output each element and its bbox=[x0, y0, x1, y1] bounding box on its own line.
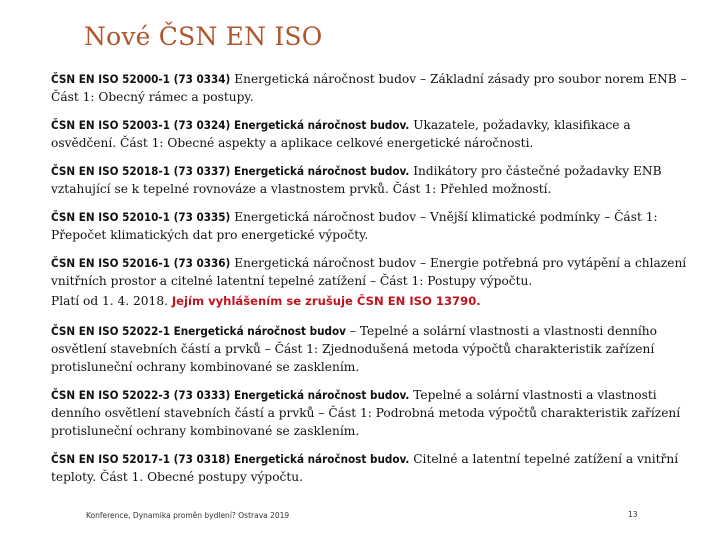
standard-description: Energetická náročnost budov – Základní zásady pro soubor norem ENB – Část 1: Obecný rámec a postupy. bbox=[51, 72, 687, 104]
standard-code: ČSN EN ISO 52017-1 (73 0318) Energetická náročnost budov. bbox=[51, 452, 410, 467]
standard-code: ČSN EN ISO 52010-1 (73 0335) bbox=[51, 210, 231, 224]
standard-entry bbox=[51, 116, 691, 152]
standard-entry bbox=[51, 208, 691, 244]
slide-title: Nové ČSN EN ISO bbox=[84, 22, 323, 51]
repeal-notice: Jejím vyhlášením se zrušuje ČSN EN ISO 13790. bbox=[171, 294, 481, 308]
standard-description: Indikátory pro částečné požadavky ENB vztahující se k tepelné rovnováze a vlastnostem prvků. Část 1: Přehled možností. bbox=[51, 164, 662, 196]
standard-entry bbox=[51, 386, 691, 440]
standard-description: – Tepelné a solární vlastnosti a vlastnosti denního osvětlení stavebních částí a prvků – Část 1: Zjednodušená metoda výpočtů charakteristik zařízení protisluneční ochrany kombinované se zasklením. bbox=[51, 324, 657, 375]
standard-entry bbox=[51, 162, 691, 198]
standard-entry bbox=[51, 254, 691, 290]
standard-code: ČSN EN ISO 52016-1 (73 0336) bbox=[51, 256, 231, 270]
standard-description: Energetická náročnost budov – Vnější klimatické podmínky – Část 1: Přepočet klimatických dat pro energetické výpočty. bbox=[51, 210, 658, 242]
validity-date: Platí od 1. 4. 2018. bbox=[51, 294, 172, 308]
page-number: 13 bbox=[628, 510, 638, 519]
standards-list bbox=[51, 70, 691, 486]
validity-note bbox=[51, 292, 691, 310]
standard-entry bbox=[51, 322, 691, 376]
standard-code: ČSN EN ISO 52000-1 (73 0334) bbox=[51, 72, 231, 86]
standard-entry bbox=[51, 450, 691, 486]
standard-code: ČSN EN ISO 52003-1 (73 0324) Energetická náročnost budov. bbox=[51, 118, 410, 132]
standard-description: Citelné a latentní tepelné zatížení a vnitřní teploty. Část 1. Obecné postupy výpočtu. bbox=[51, 452, 679, 485]
standard-entry bbox=[51, 70, 691, 106]
standard-description: Tepelné a solární vlastnosti a vlastnosti denního osvětlení stavebních částí a prvků – Část 1: Podrobná metoda výpočtů charakteristik zařízení protisluneční ochrany kombinované se zasklením. bbox=[51, 388, 681, 439]
standard-description: Energetická náročnost budov – Energie potřebná pro vytápění a chlazení vnitřních prostor a citelné latentní tepelné zatížení – Část 1: Postupy výpočtu. bbox=[51, 256, 687, 288]
standard-description: Ukazatele, požadavky, klasifikace a osvědčení. Část 1: Obecné aspekty a aplikace celkové energetické náročnosti. bbox=[51, 118, 631, 150]
standard-code: ČSN EN ISO 52022-3 (73 0333) Energetická náročnost budov. bbox=[51, 388, 410, 403]
slide-footer: Konference, Dynamika proměn bydlení? Ostrava 2019 bbox=[86, 511, 290, 520]
standard-code: ČSN EN ISO 52018-1 (73 0337) Energetická náročnost budov. bbox=[51, 164, 410, 178]
standard-code: ČSN EN ISO 52022-1 Energetická náročnost budov bbox=[51, 324, 346, 339]
